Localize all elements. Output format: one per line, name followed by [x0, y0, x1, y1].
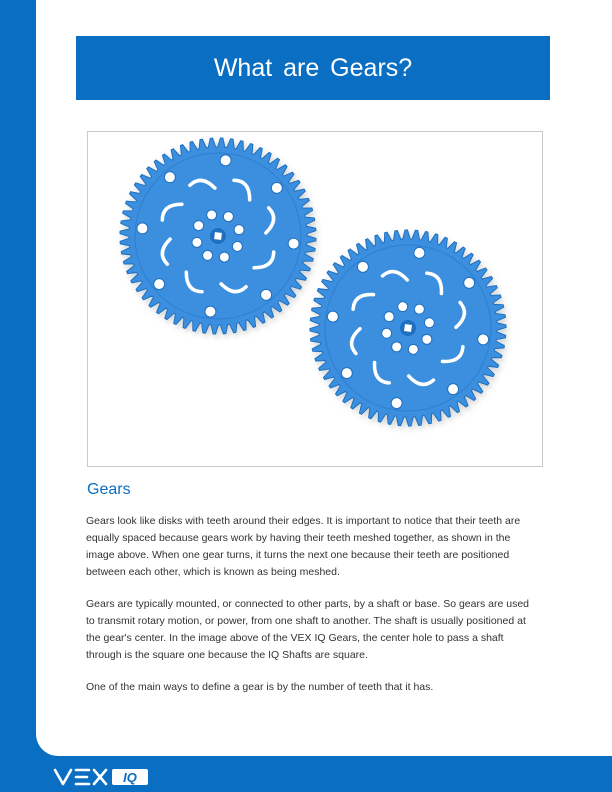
gear-hole	[219, 252, 229, 262]
gear-shaft-hole	[214, 232, 222, 240]
gear-hole	[424, 318, 434, 328]
gear-hole	[398, 302, 408, 312]
title-banner	[76, 36, 550, 100]
gear-hole	[203, 250, 213, 260]
gear-hole	[391, 398, 402, 409]
gear-hole	[414, 304, 424, 314]
gear-hole	[164, 172, 175, 183]
gear-hole	[154, 279, 165, 290]
gear-hole	[382, 328, 392, 338]
gear-hole	[448, 384, 459, 395]
gear-hole	[192, 237, 202, 247]
gear-hole	[261, 289, 272, 300]
gear-hole	[194, 221, 204, 231]
gear-hole	[234, 225, 244, 235]
paragraph-gears-definition: Gears look like disks with teeth around their edges. It is important to notice that their teeth are equally spaced because gears work by having their teeth meshed together, as shown in the image above. When one gear turns, it turns the next one because their teeth are positioned between each other, which is known as being meshed.	[86, 515, 521, 578]
gear-hole	[464, 277, 475, 288]
gear-left	[120, 138, 316, 334]
gear-hole	[408, 344, 418, 354]
gear-hole	[223, 212, 233, 222]
gear-right	[310, 230, 506, 426]
gear-hole	[220, 155, 231, 166]
gear-shaft-hole	[404, 324, 412, 332]
svg-text:IQ: IQ	[123, 770, 137, 785]
gear-hole	[341, 368, 352, 379]
paragraph-gears-teeth: One of the main ways to define a gear is by the number of teeth that it has.	[86, 681, 434, 693]
paragraph-gears-mounting: Gears are typically mounted, or connected to other parts, by a shaft or base. So gears are used to transmit rotary motion, or power, from one shaft to another. The shaft is usually positioned at the gear's center. In the image above of the VEX IQ Gears, the center hole to pass a shaft through is the square one because the IQ Shafts are square.	[86, 598, 529, 661]
gear-hole	[137, 223, 148, 234]
gear-hole	[392, 342, 402, 352]
gear-hole	[478, 334, 489, 345]
gear-hole	[327, 311, 338, 322]
gear-hole	[232, 241, 242, 251]
gear-hole	[422, 334, 432, 344]
vex-iq-logo	[52, 767, 152, 787]
gear-hole	[288, 238, 299, 249]
gear-hole	[357, 261, 368, 272]
page-title: What are Gears?	[213, 53, 413, 82]
gear-hole	[205, 306, 216, 317]
gear-hole	[271, 182, 282, 193]
gear-hole	[207, 210, 217, 220]
gear-hole	[414, 247, 425, 258]
gear-hole	[384, 312, 394, 322]
gear-pair-image	[88, 132, 542, 466]
section-heading: Gears	[87, 481, 131, 498]
gears-figure	[87, 131, 543, 467]
